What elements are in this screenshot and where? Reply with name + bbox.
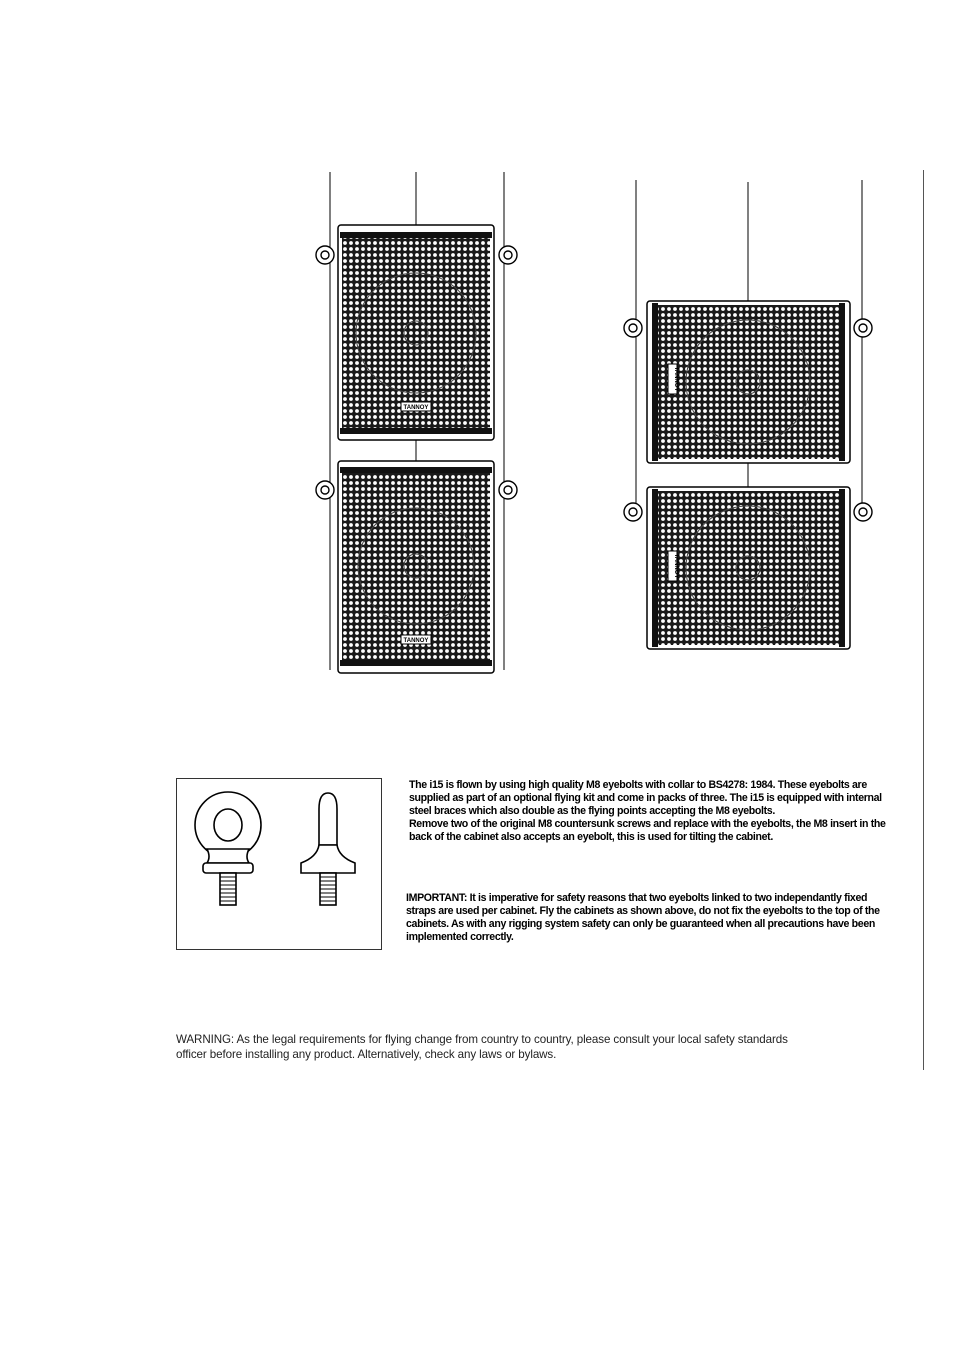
vertical-stack-figure	[316, 172, 517, 673]
eyebolt-illustration-box	[176, 778, 382, 950]
eyebolt-icon	[499, 481, 517, 499]
warning-line: WARNING: As the legal requirements for flying change from country to country, please consult your local safety standards	[176, 1033, 788, 1046]
warning-line: officer before installing any product. Alternatively, check any laws or bylaws.	[176, 1048, 557, 1061]
instruction-paragraph: Remove two of the original M8 countersunk screws and replace with the eyebolts, the M8 insert in the back of the cabinet also accepts an eyebolt, this is used for tilting the cabinet.	[409, 818, 886, 843]
speaker-cabinet-upper	[338, 225, 494, 440]
eyebolt-icon	[316, 481, 334, 499]
speaker-cabinet-upper	[647, 301, 850, 463]
eyebolt-icon	[624, 319, 642, 337]
eyebolt-icon	[499, 246, 517, 264]
speaker-cabinet-lower	[647, 487, 850, 649]
brand-badge: TANNOY	[403, 638, 429, 644]
brand-badge: TANNOY	[403, 405, 429, 411]
flying-kit-description	[409, 779, 899, 844]
eyebolt-icon	[316, 246, 334, 264]
eyebolt-icon	[854, 503, 872, 521]
eyebolt-icon	[624, 503, 642, 521]
intro-paragraph: The i15 is flown by using high quality M8 eyebolts with collar to BS4278: 1984. These eyebolts are supplied as part of an optional flying kit and come in packs of three. The i15 is equipped with internal steel braces which also double as the flying points accepting the M8 eyebolts.	[409, 779, 882, 817]
brand-badge: TANNOY	[673, 553, 679, 579]
warning-notice	[176, 1032, 896, 1062]
brand-badge: TANNOY	[673, 366, 679, 392]
horizontal-stack-figure	[624, 180, 872, 649]
eyebolt-icon	[854, 319, 872, 337]
speaker-cabinet-lower	[338, 461, 494, 673]
important-notice: IMPORTANT: It is imperative for safety reasons that two eyebolts linked to two independantly fixed straps are used per cabinet. Fly the cabinets as shown above, do not fix the eyebolts to the top of the cabinets. As with any rigging system safety can only be guaranteed when all precautions have been implemented correctly.	[406, 892, 880, 943]
m8-eyebolt-icon	[177, 779, 381, 949]
